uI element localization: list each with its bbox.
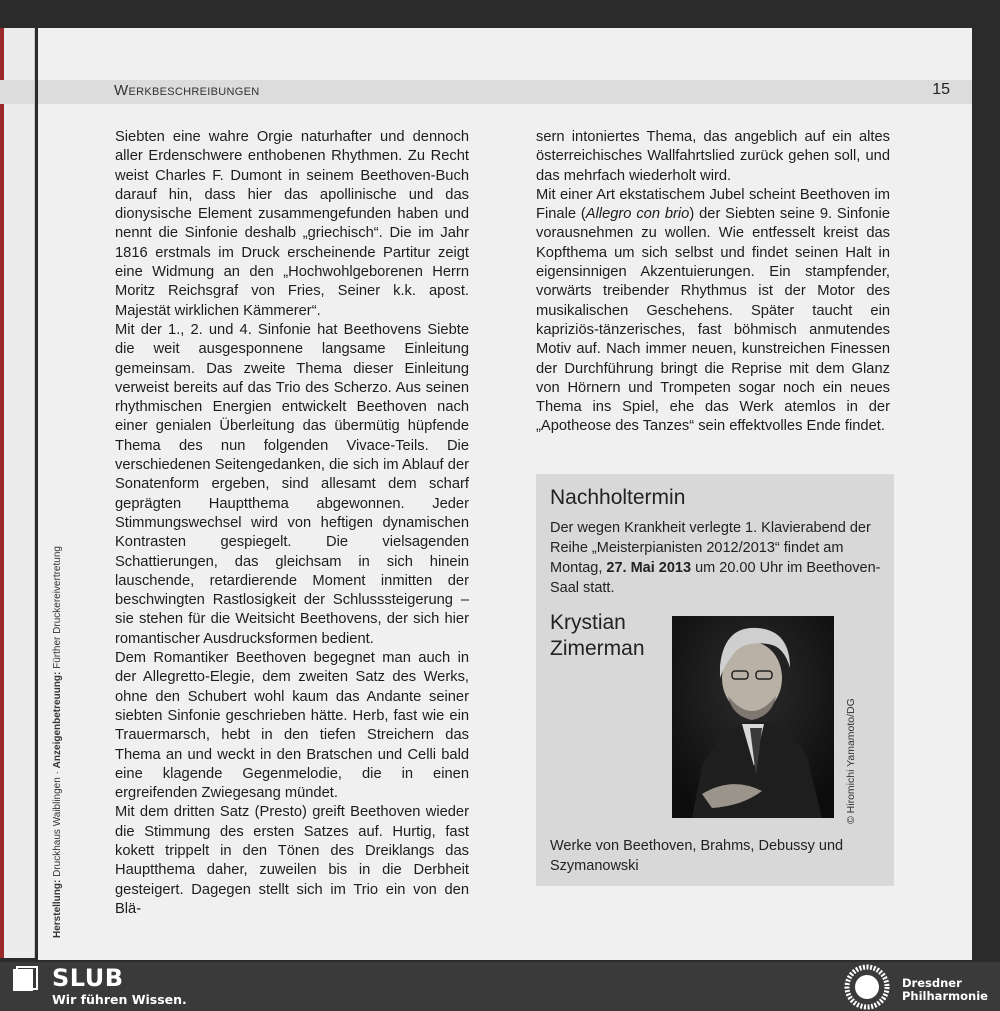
credit-value-ads: Fürther Druckereivertretung <box>52 546 63 672</box>
dp-name-line2: Philharmonie <box>902 989 988 1003</box>
slub-tagline: Wir führen Wissen. <box>52 992 187 1007</box>
credit-label-ads: Anzeigenbetreuung: <box>52 671 63 769</box>
dresdner-philharmonie-logo-icon <box>842 964 892 1010</box>
left-column <box>115 128 469 919</box>
production-credit <box>52 518 63 938</box>
notice-text <box>550 518 890 598</box>
artist-first-name: Krystian <box>550 611 626 634</box>
artist-name <box>550 610 670 662</box>
credit-label-production: Herstellung: <box>52 879 63 938</box>
artist-last-name: Zimerman <box>550 637 645 660</box>
notice-title: Nachholtermin <box>550 486 686 509</box>
paragraph-text: ) der Siebten seine 9. Sinfonie vorausnehmen zu wollen. Wie entfesselt kreist das Kopfthema um sich selbst und findet seinen Halt in eigensinnigen Akzentuierungen. Ein stampfender, vorwärts treibender Rhythmus ist der Motor des musikalischen Geschehens. Später taucht ein kapriziös-tänzerisches, fast böhmisch anmutendes Motiv auf. Nach immer neuen, kunstreichen Finessen der Durchführung bringt die Reprise mit dem Glanz von Hörnern und Trompeten sogar noch ein neues Thema ins Spiel, ehe das Werk atemlos in der „Apotheose des Tanzes“ sein effektvolles Ende findet. <box>536 206 890 435</box>
paragraph: Dem Romantiker Beethoven begegnet man auch in der Allegretto-Elegie, dem zweiten Satz des Werks, ohne den Schubert wohl kaum das Andante seiner siebten Sinfonie geschrieben hätte. Herb, fast wie ein Trauermarsch, hebt in den tiefen Streichern das Thema an und weckt in den Bratschen und Celli bald eine klagende Gegenmelodie, die in einen ergreifenden Zwiegesang mündet. <box>115 650 469 802</box>
credit-value-production: Druckhaus Waiblingen · <box>52 768 63 880</box>
notice-box <box>536 474 894 886</box>
left-page-header-band <box>0 80 34 104</box>
paragraph: sern intoniertes Thema, das angeblich auf ein altes österreichisches Wallfahrtslied zurück gehen soll, und das mehrfach wiederholt wird. <box>536 129 890 184</box>
dp-name-line1: Dresdner <box>902 976 962 990</box>
notice-text-part: um 20.00 Uhr im Beethoven-Saal statt. <box>550 560 881 596</box>
document-page <box>38 28 972 960</box>
paragraph <box>536 186 890 437</box>
notice-text-part: Der wegen Krankheit verlegte 1. Klavierabend der Reihe „Meisterpianisten 2012/2013“ findet am Montag, <box>550 520 871 576</box>
tempo-marking: Allegro con brio <box>585 206 690 223</box>
paragraph: Siebten eine wahre Orgie naturhafter und dennoch aller Erdenschwere enthobenen Rhythmen. Zu Recht weist Charles F. Dumont in seinem Beethoven-Buch darauf hin, dass hier das apollinische und das dionysische Element zusammengefunden haben und nennt die Sinfonie deshalb „griechisch“. Die im Jahr 1816 erstmals im Druck erscheinende Partitur zeigt eine Widmung an den „Hochwohlgeborenen Herrn Moritz Reichsgraf von Fries, Seiner k.k. apost. Majestät wirklichen Kämmerer“. <box>115 129 469 319</box>
running-head: Werkbeschreibungen <box>114 82 260 99</box>
left-page-color-edge <box>0 28 4 958</box>
left-page-edge <box>0 28 35 958</box>
program-works: Werke von Beethoven, Brahms, Debussy und Szymanowski <box>550 838 844 874</box>
paragraph-text: Mit einer Art ekstatischem Jubel scheint Beethoven im Finale ( <box>536 186 890 223</box>
dresdner-philharmonie-name <box>902 977 988 1003</box>
artist-photo <box>672 616 834 818</box>
paragraph: Mit dem dritten Satz (Presto) greift Beethoven wieder die Stimmung des ersten Satzes auf. Hurtig, fast kokett trippelt in den Tönen des Dreiklangs das Hauptthema daher, zuweilen bis in die Derbheit gesteigert. Dagegen stellt sich im Trio ein von den Blä- <box>115 804 469 917</box>
photo-credit: © Hiromichi Yamamoto/DG <box>845 698 857 824</box>
paragraph: Mit der 1., 2. und 4. Sinfonie hat Beethovens Siebte die weit ausgesponnene langsame Einleitung gemeinsam. Das zweite Thema dieser Einleitung verweist bereits auf das Trio des Scherzo. Aus seinen rhythmischen Energien entwickelt Beethoven nach einer genialen Überleitung das übermütig hüpfende Thema des nun folgenden Vivace-Teils. Die verschiedenen Seitengedanken, die sich im Ablauf der Sonatenform ergeben, sind allesamt dem scharf geprägten Hauptthema abgewonnen. Jeder Stimmungswechsel wird von heftigen dynamischen Kontrasten gespiegelt. Die vielsagenden Schattierungen, das gleichsam in sich hinein lauschende, retardierende Moment inmitten der beschwingten Rastlosigkeit der Schlusssteigerung – sie stehen für die Weitsicht Beethovens, der sich hier romantischer Ausdrucksformen bedient. <box>115 321 469 647</box>
slub-logo-text: SLUB <box>52 964 124 992</box>
notice-date: 27. Mai 2013 <box>606 560 692 576</box>
right-column <box>536 128 890 437</box>
page-number: 15 <box>932 81 950 98</box>
slub-book-icon <box>12 966 38 992</box>
footer-bar <box>0 962 1000 1011</box>
portrait-illustration <box>672 616 834 818</box>
